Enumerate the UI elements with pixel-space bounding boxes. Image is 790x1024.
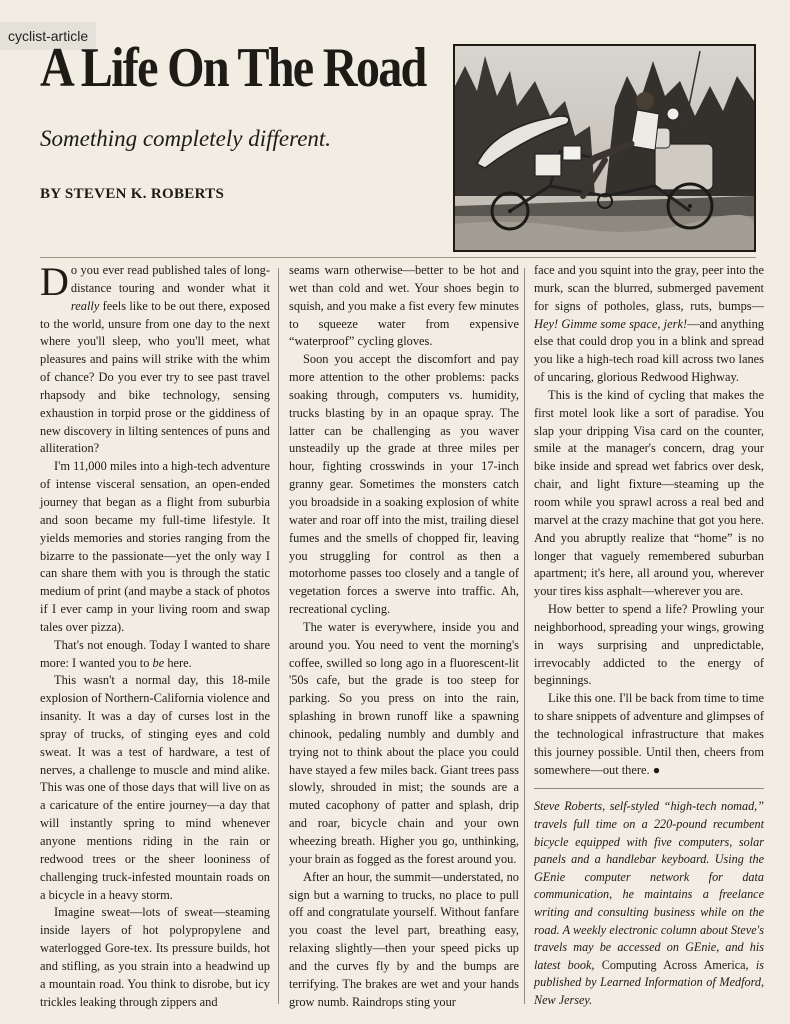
article-subtitle: Something completely different. xyxy=(40,126,332,151)
paragraph: I'm 11,000 miles into a high-tech adventure of intense visceral sensation, an open-ended journey that began as a flight from suburbia and soon became my full-time lifestyle. It yields memories and stories ranging from the bizarre to the passionate—yet the only way I can share them with you is through the static medium of print (and maybe a stack of photos if I ever camp in your living room and swap tales over pizza). xyxy=(40,459,270,634)
paragraph: Imagine sweat—lots of sweat—steaming inside layers of hot polypropylene and waterlogged Gore-tex. Its pressure builds, hot and stifling, as you strain into a headwind up a mountain road. You think to disrobe, but icy trickles leaking through zippers and xyxy=(40,905,270,1009)
paragraph: Soon you accept the discomfort and pay more attention to the other problems: packs soaking through, computers vs. humidity, trucks blasting by in an opaque spray. The latter can be challenging as you waver unsteadily up the grade at three miles per hour, fighting crosswinds in your 17-inch granny gear. Sometimes the monsters catch you broadside in a soaking explosion of white water and roar off into the mist, trailing diesel fumes and the smells of chopped fir, leaving you struggling for control as then a motorhome passes too closely and a tangle of vegetation forces a swerve into traffic. Ah, recreational cycling. xyxy=(289,352,519,617)
paragraph: Do you ever read published tales of long-distance touring and wonder what it really feels like to be out there, exposed to the world, unsure from one day to the next where you'll sleep, who you'll meet, what pleasures and pains will strike with the whim of chance? Do you ever try to see past travel rhapsody and bike technology, sensing exhaustion in torpid prose or the giddiness of new discovery in lilting sentences of puns and alliteration? xyxy=(40,259,270,456)
source-label: cyclist-article xyxy=(0,22,96,50)
paragraph: That's not enough. Today I wanted to share more: I wanted you to be here. xyxy=(40,637,270,670)
paragraph: The water is everywhere, inside you and around you. You need to vent the morning's coffee, swilled so long ago in a fluorescent-lit '50s cafe, but the grade is too steep for parking. So you press on into the rain, splashing in brown runoff like a spawning chinook, pedaling numbly and dumbly and trying not to think about the place you could have stayed a few miles back. Giant trees pass slowly, shrouded in mist; the sounds are a muted cacophony of patter and splash, drip and roar, bicycle chain and your own wheezing breath. Higher you go, unthinking, your brain as fogged as the forest around you. xyxy=(289,619,519,866)
paragraph: seams warn otherwise—better to be hot and wet than cold and wet. Your shoes begin to squish, and you make a fist every few minutes to squeeze water from expensive “waterproof” cycling gloves. xyxy=(289,263,519,349)
paragraph: This wasn't a normal day, this 18-mile explosion of Northern-California violence and insanity. It was a day of curses lost in the spray of trucks, of stinging eyes and cold sweat. It was a test of hardware, a test of nerves, a challenge to muscle and mind alike. This was one of those days that will live on as a caricature of the entire journey—a day that will instantly spring to mind whenever anyone mentions riding in the rain or redwood trees or the sheer looniness of challenging truck-infested mountain roads on a bicycle in a heavy storm. xyxy=(40,673,270,902)
paragraph: Like this one. I'll be back from time to time to share snippets of adventure and glimpses of the technological infrastructure that makes this journey possible. Until then, cheers from somewhere—out there. ● xyxy=(534,691,764,777)
column-rule xyxy=(278,268,279,1004)
paragraph: How better to spend a life? Prowling your neighborhood, spreading your wings, growing in ways surprising and unpredictable, irrevocably addicted to the energy of beginnings. xyxy=(534,602,764,688)
header-divider xyxy=(40,257,756,258)
author-bio: Steve Roberts, self-styled “high-tech nomad,” travels full time on a 220-pound recumbent bicycle equipped with five computers, solar panels and a handlebar keyboard. Using the GEnie computer network for data communication, he maintains a freelance writing and consulting business while on the road. A weekly electronic column about Steve's travels may be accessed on GEnie, and his latest book, Computing Across America, is published by Learned Information of Medford, New Jersey. xyxy=(534,799,764,1007)
paragraph: face and you squint into the gray, peer into the murk, scan the blurred, submerged pavement for signs of potholes, glass, ruts, bumps—Hey! Gimme some space, jerk!—and anything else that could drop you in a blink and spread you like a high-tech road kill across two lanes of uncaring, glorious Redwood Highway. xyxy=(534,263,764,385)
paragraph: After an hour, the summit—understated, no sign but a warning to trucks, no place to pull off and congratulate yourself. Without fanfare you coast the level part, breathing easy, relaxing slightly—then your speed picks up and the curves fly by and the bumps are terrifying. The brakes are wet and your hands grow numb. Raindrops sting your xyxy=(289,869,519,1009)
article-column-3 xyxy=(534,262,764,1010)
column-rule xyxy=(524,268,525,1004)
article-title: A Life On The Road xyxy=(40,37,426,99)
paragraph: This is the kind of cycling that makes the first motel look like a sort of paradise. You slap your dripping Visa card on the counter, smile at the manager's concern, drag your bike inside and spread wet fabrics over desk, chair, and light fixture—steaming up the room while you sprawl across a real bed and marvel at the crazy machine that got you here. And you abruptly realize that “home” is no longer that vaguely remembered suburban apartment; it's here, all around you, wherever your tires kiss asphalt—wherever you are. xyxy=(534,387,764,599)
article-byline: BY STEVEN K. ROBERTS xyxy=(40,186,225,202)
drop-cap: D xyxy=(40,259,69,304)
recumbent-bicycle-illustration xyxy=(455,46,754,250)
cyclist-photo xyxy=(453,44,756,252)
article-column-1 xyxy=(40,259,270,1011)
article-column-2 xyxy=(289,262,519,1011)
bio-divider xyxy=(534,788,764,789)
